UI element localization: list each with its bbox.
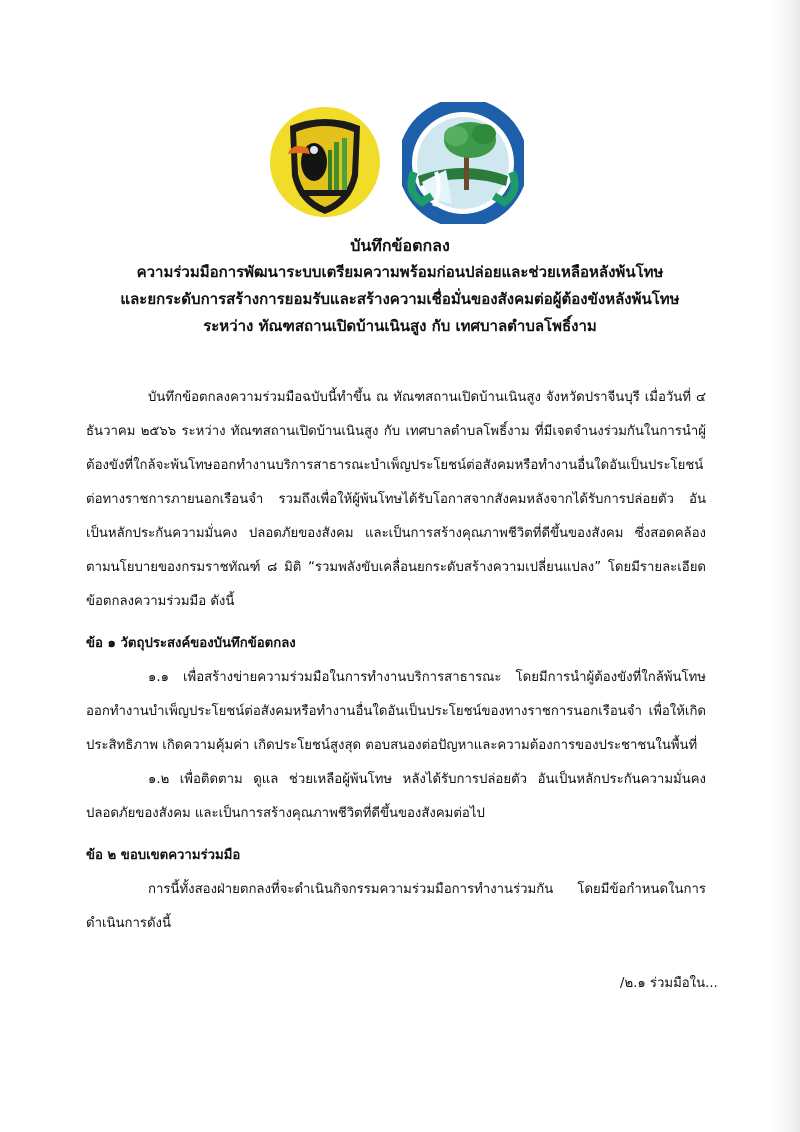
- intro-paragraph: บันทึกข้อตกลงความร่วมมือฉบับนี้ทำขึ้น ณ ทัณฑสถานเปิดบ้านเนินสูง จังหวัดปราจีนบุรี เมื่อวันที่ ๔ ธันวาคม ๒๕๖๖ ระหว่าง ทัณฑสถานเปิดบ้านเนินสูง กับ เทศบาลตำบลโพธิ์งาม ที่มีเจตจำนงร่วมกันในการนำผู้ต้องขังที่ใกล้จะพ้นโทษออกทำงานบริการสาธารณะบำเพ็ญประโยชน์ต่อสังคมหรือทำงานอื่นใดอันเป็นประโยชน์ต่อทางราชการภายนอกเรือนจำ รวมถึงเพื่อให้ผู้พ้นโทษได้รับโอกาสจากสังคมหลังจากได้รับการปล่อยตัว อันเป็นหลักประกันความมั่นคง ปลอดภัยของสังคม และเป็นการสร้างคุณภาพชีวิตที่ดีขึ้นของสังคม ซึ่งสอดคล้องตามนโยบายของกรมราชทัณฑ์ ๘ มิติ “รวมพลังขับเคลื่อนยกระดับสร้างความเปลี่ยนแปลง” โดยมีรายละเอียดข้อตกลงความร่วมมือ ดังนี้: [86, 390, 706, 609]
- document-title-block: [60, 232, 740, 340]
- document-title: บันทึกข้อตกลง: [350, 236, 450, 255]
- document-subtitle-line-2: และยกระดับการสร้างการยอมรับและสร้างความเชื่อมั่นของสังคมต่อผู้ต้องขังหลังพ้นโทษ: [120, 290, 680, 308]
- section-2-heading: ข้อ ๒ ขอบเขตความร่วมมือ: [86, 848, 241, 863]
- section-1-item-1: ๑.๑ เพื่อสร้างข่ายความร่วมมือในการทำงานบริการสาธารณะ โดยมีการนำผู้ต้องขังที่ใกล้พ้นโทษออกทำงานบำเพ็ญประโยชน์ต่อสังคมหรือทำงานอื่นใดอันเป็นประโยชน์ของทางราชการนอกเรือนจำ เพื่อให้เกิดประสิทธิภาพ เกิดความคุ้มค่า เกิดประโยชน์สูงสุด ตอบสนองต่อปัญหาและความต้องการของประชาชนในพื้นที่: [86, 670, 706, 753]
- section-1-item-2: ๑.๒ เพื่อติดตาม ดูแล ช่วยเหลือผู้พ้นโทษ หลังได้รับการปล่อยตัว อันเป็นหลักประกันความมั่นคง ปลอดภัยของสังคม และเป็นการสร้างคุณภาพชีวิตที่ดีขึ้นของสังคมต่อไป: [86, 772, 706, 821]
- document-body: [86, 381, 706, 941]
- subdistrict-municipality-logo: [402, 102, 524, 224]
- page-edge-shadow: [772, 0, 800, 1132]
- correctional-institution-logo: [270, 104, 380, 222]
- document-subtitle-line-3: ระหว่าง ทัณฑสถานเปิดบ้านเนินสูง กับ เทศบาลตำบลโพธิ์งาม: [203, 317, 597, 335]
- document-subtitle-line-1: ความร่วมมือการพัฒนาระบบเตรียมความพร้อมก่อนปล่อยและช่วยเหลือหลังพ้นโทษ: [136, 263, 664, 281]
- logo-row: [0, 104, 800, 224]
- page-continuation-note: /๒.๑ ร่วมมือใน...: [620, 976, 718, 991]
- section-2-paragraph: การนี้ทั้งสองฝ่ายตกลงที่จะดำเนินกิจกรรมความร่วมมือการทำงานร่วมกัน โดยมีข้อกำหนดในการดำเนินการดังนี้: [86, 882, 706, 931]
- section-1-heading: ข้อ ๑ วัตถุประสงค์ของบันทึกข้อตกลง: [86, 636, 296, 651]
